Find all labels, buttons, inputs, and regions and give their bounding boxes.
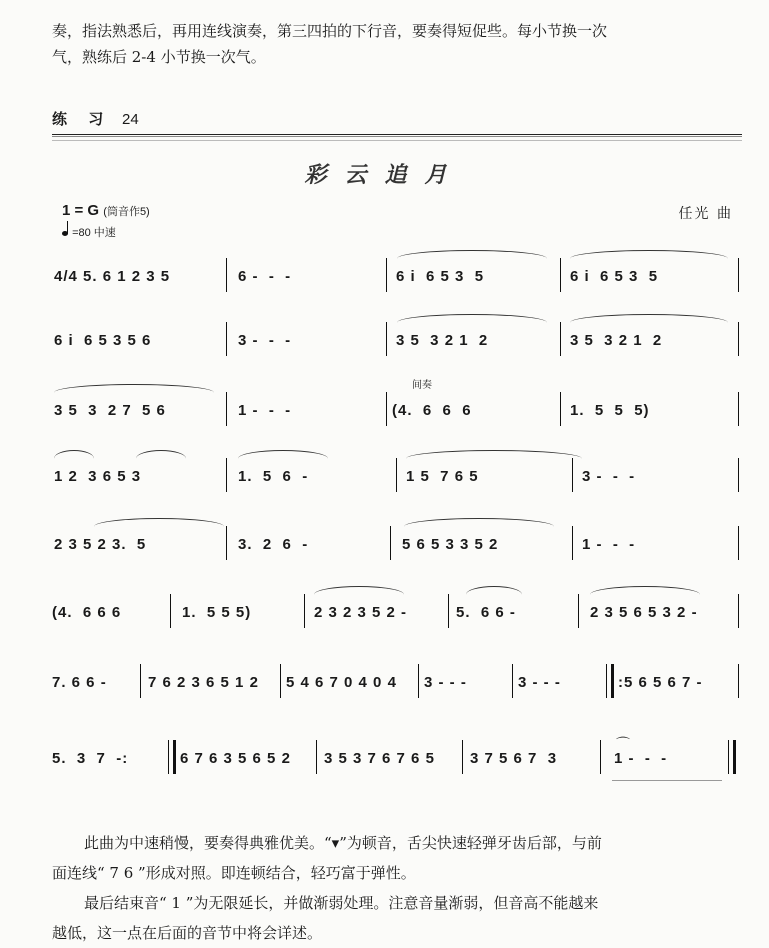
- barline: [140, 664, 141, 698]
- measure: 1 - - -: [614, 750, 668, 767]
- measure: 3. 2 6 -: [238, 536, 309, 553]
- barline: [386, 258, 387, 292]
- barline: [600, 740, 601, 774]
- quarter-note-icon: [62, 231, 68, 236]
- slur: [238, 450, 328, 467]
- slur: [94, 518, 224, 535]
- barline: [226, 526, 227, 560]
- measure: 6 i 6 5 3 5: [396, 268, 485, 285]
- barline: [170, 594, 171, 628]
- measure: 1. 5 6 -: [238, 468, 309, 485]
- measure: 5 6 5 3 3 5 2: [402, 536, 499, 553]
- barline: [738, 594, 739, 628]
- measure: 3 7 5 6 7 3: [470, 750, 558, 767]
- measure: 3 5 3 2 7 5 6: [54, 402, 166, 419]
- barline: [316, 740, 317, 774]
- barline: [386, 392, 387, 426]
- interlude-label: 间奏: [412, 380, 432, 391]
- measure: 1. 5 5 5): [182, 604, 252, 621]
- double-barline: [168, 740, 176, 774]
- barline: [226, 322, 227, 356]
- staff-row-8: [52, 736, 742, 780]
- barline: [226, 258, 227, 292]
- measure: 1 2 3 6 5 3: [54, 468, 142, 485]
- section-number: 24: [122, 111, 139, 128]
- barline: [738, 664, 739, 698]
- slur: [314, 586, 404, 603]
- measure: 5 4 6 7 0 4 0 4: [286, 674, 397, 691]
- barline: [738, 458, 739, 492]
- measure: 1 - - -: [238, 402, 292, 419]
- barline: [738, 392, 739, 426]
- intro-line-2: 气，熟练后 2-4 小节换一次气。: [52, 48, 266, 66]
- key-signature: [62, 202, 150, 219]
- double-barline: [606, 664, 614, 698]
- barline: [738, 322, 739, 356]
- intro-text: [52, 18, 742, 70]
- footer-text: [52, 828, 742, 942]
- measure: 3 - - -: [582, 468, 636, 485]
- slur: [54, 384, 214, 401]
- measure: (4. 6 6 6: [392, 402, 472, 419]
- barline: [386, 322, 387, 356]
- measure: 3 5 3 7 6 7 6 5: [324, 750, 435, 767]
- piece-title: 彩云追月: [304, 162, 465, 188]
- staff-row-6: [52, 594, 742, 634]
- measure: 5. 3 7 -:: [52, 750, 129, 767]
- slur: [570, 314, 728, 331]
- slur: [466, 586, 522, 603]
- slur: [397, 314, 547, 331]
- slur: [54, 450, 94, 467]
- barline: [448, 594, 449, 628]
- measure: 2 3 5 6 5 3 2 -: [590, 604, 698, 621]
- key-label: 1 = G: [62, 202, 100, 219]
- measure: 2 3 5 2 3. 5: [54, 536, 147, 553]
- intro-line-1: 奏，指法熟悉后，再用连线演奏，第三四拍的下行音，要奏得短促些。每小节换一次: [52, 22, 608, 40]
- slur: [570, 250, 728, 267]
- barline: [390, 526, 391, 560]
- section-label: 练 习: [52, 110, 112, 128]
- barline: [738, 526, 739, 560]
- slur: [397, 250, 547, 267]
- slur: [406, 450, 582, 467]
- barline: [396, 458, 397, 492]
- measure: 6 - - -: [238, 268, 292, 285]
- measure: 4/4 5. 6 1 2 3 5: [54, 268, 171, 285]
- staff-row-3: [52, 380, 742, 432]
- measure: 3 5 3 2 1 2: [570, 332, 663, 349]
- barline: [572, 526, 573, 560]
- measure: 3 - - -: [238, 332, 292, 349]
- slur: [136, 450, 186, 467]
- staff-row-7: [52, 664, 742, 704]
- footer-line-4: 越低，这一点在后面的音节中将会详述。: [52, 924, 323, 942]
- measure: 1 5 7 6 5: [406, 468, 479, 485]
- slur: [404, 518, 554, 535]
- fermata-icon: ⌒: [616, 736, 630, 752]
- composer: 任光 曲: [678, 206, 733, 222]
- barline: [572, 458, 573, 492]
- staff-row-2: [52, 322, 742, 362]
- barline: [738, 258, 739, 292]
- measure: 1 - - -: [582, 536, 636, 553]
- footer-line-2: 面连线“ 7 6 ”形成对照。即连顿结合，轻巧富于弹性。: [52, 864, 416, 882]
- tempo-marking: [62, 224, 116, 240]
- measure: 1. 5 5 5): [570, 402, 650, 419]
- barline: [226, 458, 227, 492]
- measure: 3 - - -: [518, 674, 561, 691]
- section-rule: [52, 136, 742, 141]
- slur: [590, 586, 700, 603]
- staff-row-5: [52, 526, 742, 566]
- section-header: [52, 108, 742, 135]
- measure: 6 7 6 3 5 6 5 2: [180, 750, 291, 767]
- measure: 2 3 2 3 5 2 -: [314, 604, 408, 621]
- measure: 7. 6 6 -: [52, 674, 107, 691]
- measure: 6 i 6 5 3 5 6: [54, 332, 152, 349]
- barline: [304, 594, 305, 628]
- final-barline: [728, 740, 736, 774]
- barline: [578, 594, 579, 628]
- measure: 7 6 2 3 6 5 1 2: [148, 674, 259, 691]
- footer-line-1: 此曲为中速稍慢，要奏得典雅优美。“▾”为顿音，舌尖快速轻弹牙齿后部，与前: [84, 834, 602, 852]
- barline: [560, 322, 561, 356]
- diminuendo-mark: [612, 780, 722, 781]
- barline: [226, 392, 227, 426]
- footer-line-3: 最后结束音“ 1 ”为无限延长，并做渐弱处理。注意音量渐弱，但音高不能越来: [84, 894, 599, 912]
- barline: [462, 740, 463, 774]
- measure: 5. 6 6 -: [456, 604, 516, 621]
- measure: :5 6 5 6 7 -: [618, 674, 703, 691]
- measure: 3 - - -: [424, 674, 467, 691]
- measure: 3 5 3 2 1 2: [396, 332, 489, 349]
- measure: (4. 6 6 6: [52, 604, 122, 621]
- barline: [512, 664, 513, 698]
- barline: [280, 664, 281, 698]
- staff-row-1: [52, 258, 742, 298]
- barline: [418, 664, 419, 698]
- key-note: (筒音作5): [103, 206, 150, 218]
- barline: [560, 392, 561, 426]
- tempo-label: =80 中速: [72, 227, 116, 239]
- measure: 6 i 6 5 3 5: [570, 268, 659, 285]
- barline: [560, 258, 561, 292]
- staff-row-4: [52, 458, 742, 498]
